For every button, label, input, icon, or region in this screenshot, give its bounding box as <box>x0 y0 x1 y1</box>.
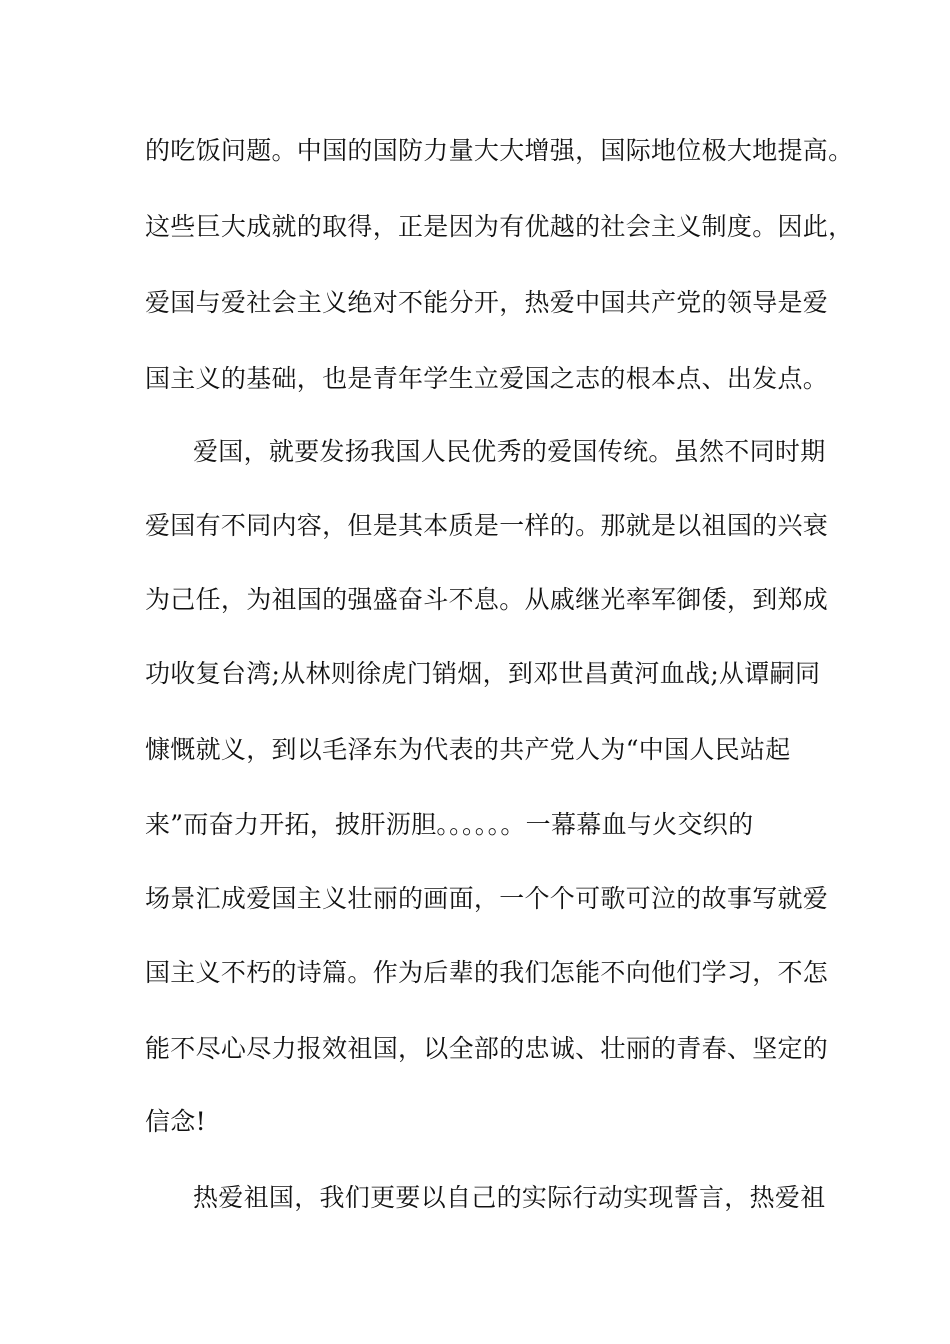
paragraph-start-line: 爱国，就要发扬我国人民优秀的爱国传统。虽然不同时期 <box>193 437 826 466</box>
text-line: 为己任，为祖国的强盛奋斗不息。从戚继光率军御倭，到郑成 <box>145 585 829 614</box>
text-line: 慷慨就义，到以毛泽东为代表的共产党人为“中国人民站起 <box>145 735 791 764</box>
text-line: 功收复台湾;从林则徐虎门销烟，到邓世昌黄河血战;从谭嗣同 <box>145 659 821 688</box>
text-line: 能不尽心尽力报效祖国，以全部的忠诚、壮丽的青春、坚定的 <box>145 1034 829 1063</box>
text-line: 来”而奋力开拓，披肝沥胆。。。。。。一幕幕血与火交织的 <box>145 810 754 839</box>
text-line: 国主义的基础，也是青年学生立爱国之志的根本点、出发点。 <box>145 364 829 393</box>
text-line: 的吃饭问题。中国的国防力量大大增强，国际地位极大地提高。 <box>145 136 854 165</box>
text-line: 这些巨大成就的取得，正是因为有优越的社会主义制度。因此， <box>145 212 854 241</box>
text-line: 国主义不朽的诗篇。作为后辈的我们怎能不向他们学习，不怎 <box>145 958 829 987</box>
text-line: 爱国与爱社会主义绝对不能分开，热爱中国共产党的领导是爱 <box>145 288 829 317</box>
text-line: 信念! <box>145 1107 206 1136</box>
text-line: 场景汇成爱国主义壮丽的画面，一个个可歌可泣的故事写就爱 <box>145 884 829 913</box>
text-line: 爱国有不同内容，但是其本质是一样的。那就是以祖国的兴衰 <box>145 511 829 540</box>
paragraph-start-line: 热爱祖国，我们更要以自己的实际行动实现誓言，热爱祖 <box>193 1183 826 1212</box>
